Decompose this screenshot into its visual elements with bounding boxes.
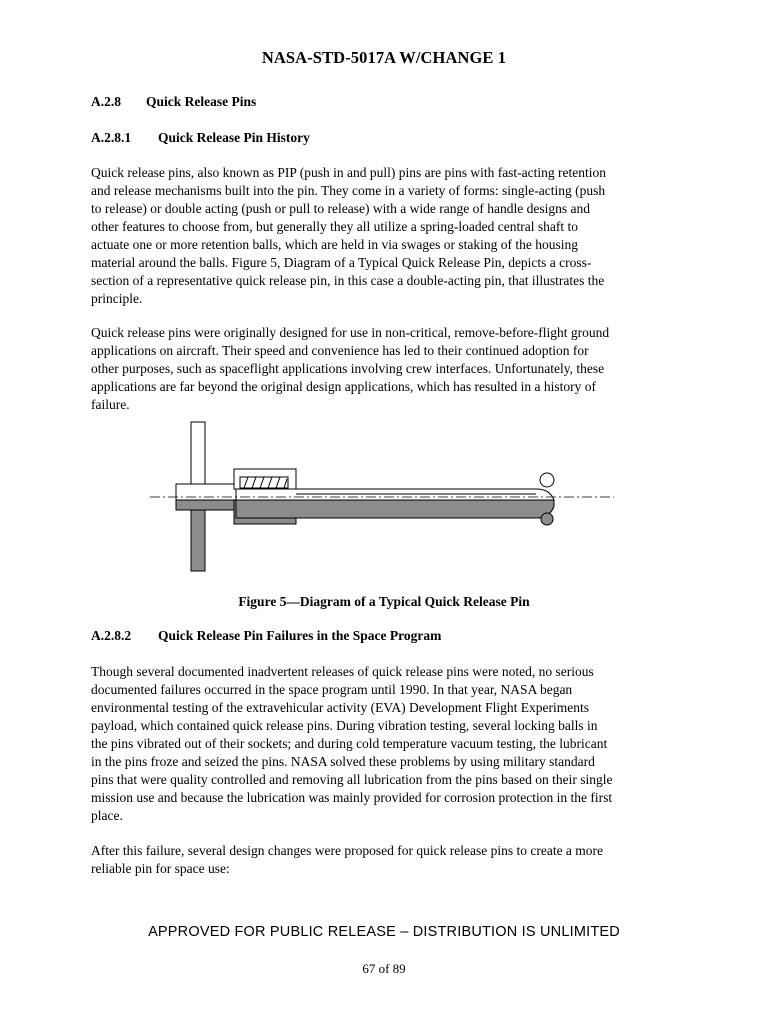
section-heading-a28 — [91, 94, 256, 110]
retention-ball-top — [540, 473, 554, 487]
paragraph-history-1 — [91, 164, 681, 308]
section-number: A.2.8.1 — [91, 130, 132, 145]
text-line: place. — [91, 808, 123, 823]
release-notice: APPROVED FOR PUBLIC RELEASE – DISTRIBUTION IS UNLIMITED — [148, 924, 620, 940]
text-line: and release mechanisms built into the pin. They come in a variety of forms: single-acting (push — [91, 183, 606, 198]
document-title: NASA-STD-5017A W/CHANGE 1 — [261, 48, 507, 67]
section-heading-a281 — [91, 130, 310, 146]
figure-caption: Figure 5—Diagram of a Typical Quick Release Pin — [238, 594, 530, 609]
pin-shaft-lower-section — [236, 500, 554, 518]
quick-release-pin-diagram — [140, 418, 620, 578]
section-number: A.2.8.2 — [91, 628, 132, 643]
text-line: failure. — [91, 397, 130, 412]
text-line: section of a representative quick release pin, in this case a double-acting pin, that illustrates the — [91, 273, 605, 288]
text-line: the pins vibrated out of their sockets; and during cold temperature vacuum testing, the lubricant — [91, 736, 608, 751]
paragraph-history-2 — [91, 324, 681, 414]
page-number: 67 of 89 — [362, 961, 406, 976]
pin-head-upper — [176, 484, 236, 500]
text-line: mission use and because the lubrication was mainly provided for corrosion protection in the first — [91, 790, 613, 805]
text-line: pins that were quality controlled and removing all lubrication from the pins based on their single — [91, 772, 613, 787]
text-line: reliable pin for space use: — [91, 861, 230, 876]
text-line: actuate one or more retention balls, which are held in via swages or staking of the housing — [91, 237, 578, 252]
text-line: Quick release pins were originally designed for use in non-critical, remove-before-flight ground — [91, 325, 610, 340]
section-heading-a282 — [91, 628, 441, 644]
text-line: material around the balls. Figure 5, Diagram of a Typical Quick Release Pin, depicts a cross- — [91, 255, 592, 270]
text-line: principle. — [91, 291, 143, 306]
section-number: A.2.8 — [91, 94, 121, 109]
text-line: to release) or double acting (push or pull to release) with a wide range of handle designs and — [91, 201, 590, 216]
text-line: After this failure, several design changes were proposed for quick release pins to create a more — [91, 843, 604, 858]
text-line: applications are far beyond the original design applications, which has resulted in a history of — [91, 379, 596, 394]
text-line: documented failures occurred in the space program until 1990. In that year, NASA began — [91, 682, 573, 697]
section-title: Quick Release Pins — [146, 94, 257, 109]
text-line: other features to choose from, but generally they all utilize a spring-loaded central shaft to — [91, 219, 578, 234]
text-line: in the pins froze and seized the pins. NASA solved these problems by using military standard — [91, 754, 595, 769]
text-line: Though several documented inadvertent releases of quick release pins were noted, no serious — [91, 664, 594, 679]
paragraph-failures-2 — [91, 842, 681, 878]
retention-ball-bottom — [541, 513, 553, 525]
text-line: Quick release pins, also known as PIP (push in and pull) pins are pins with fast-acting retention — [91, 165, 607, 180]
paragraph-failures-1 — [91, 663, 681, 825]
section-title: Quick Release Pin Failures in the Space Program — [158, 628, 442, 643]
text-line: other purposes, such as spaceflight applications involving crew interfaces. Unfortunately, these — [91, 361, 605, 376]
text-line: environmental testing of the extravehicular activity (EVA) Development Flight Experiments — [91, 700, 589, 715]
pin-head-lower — [176, 500, 236, 510]
text-line: payload, which contained quick release pins. During vibration testing, several locking balls in — [91, 718, 598, 733]
section-title: Quick Release Pin History — [158, 130, 310, 145]
text-line: applications on aircraft. Their speed and convenience has led to their continued adoption for — [91, 343, 589, 358]
